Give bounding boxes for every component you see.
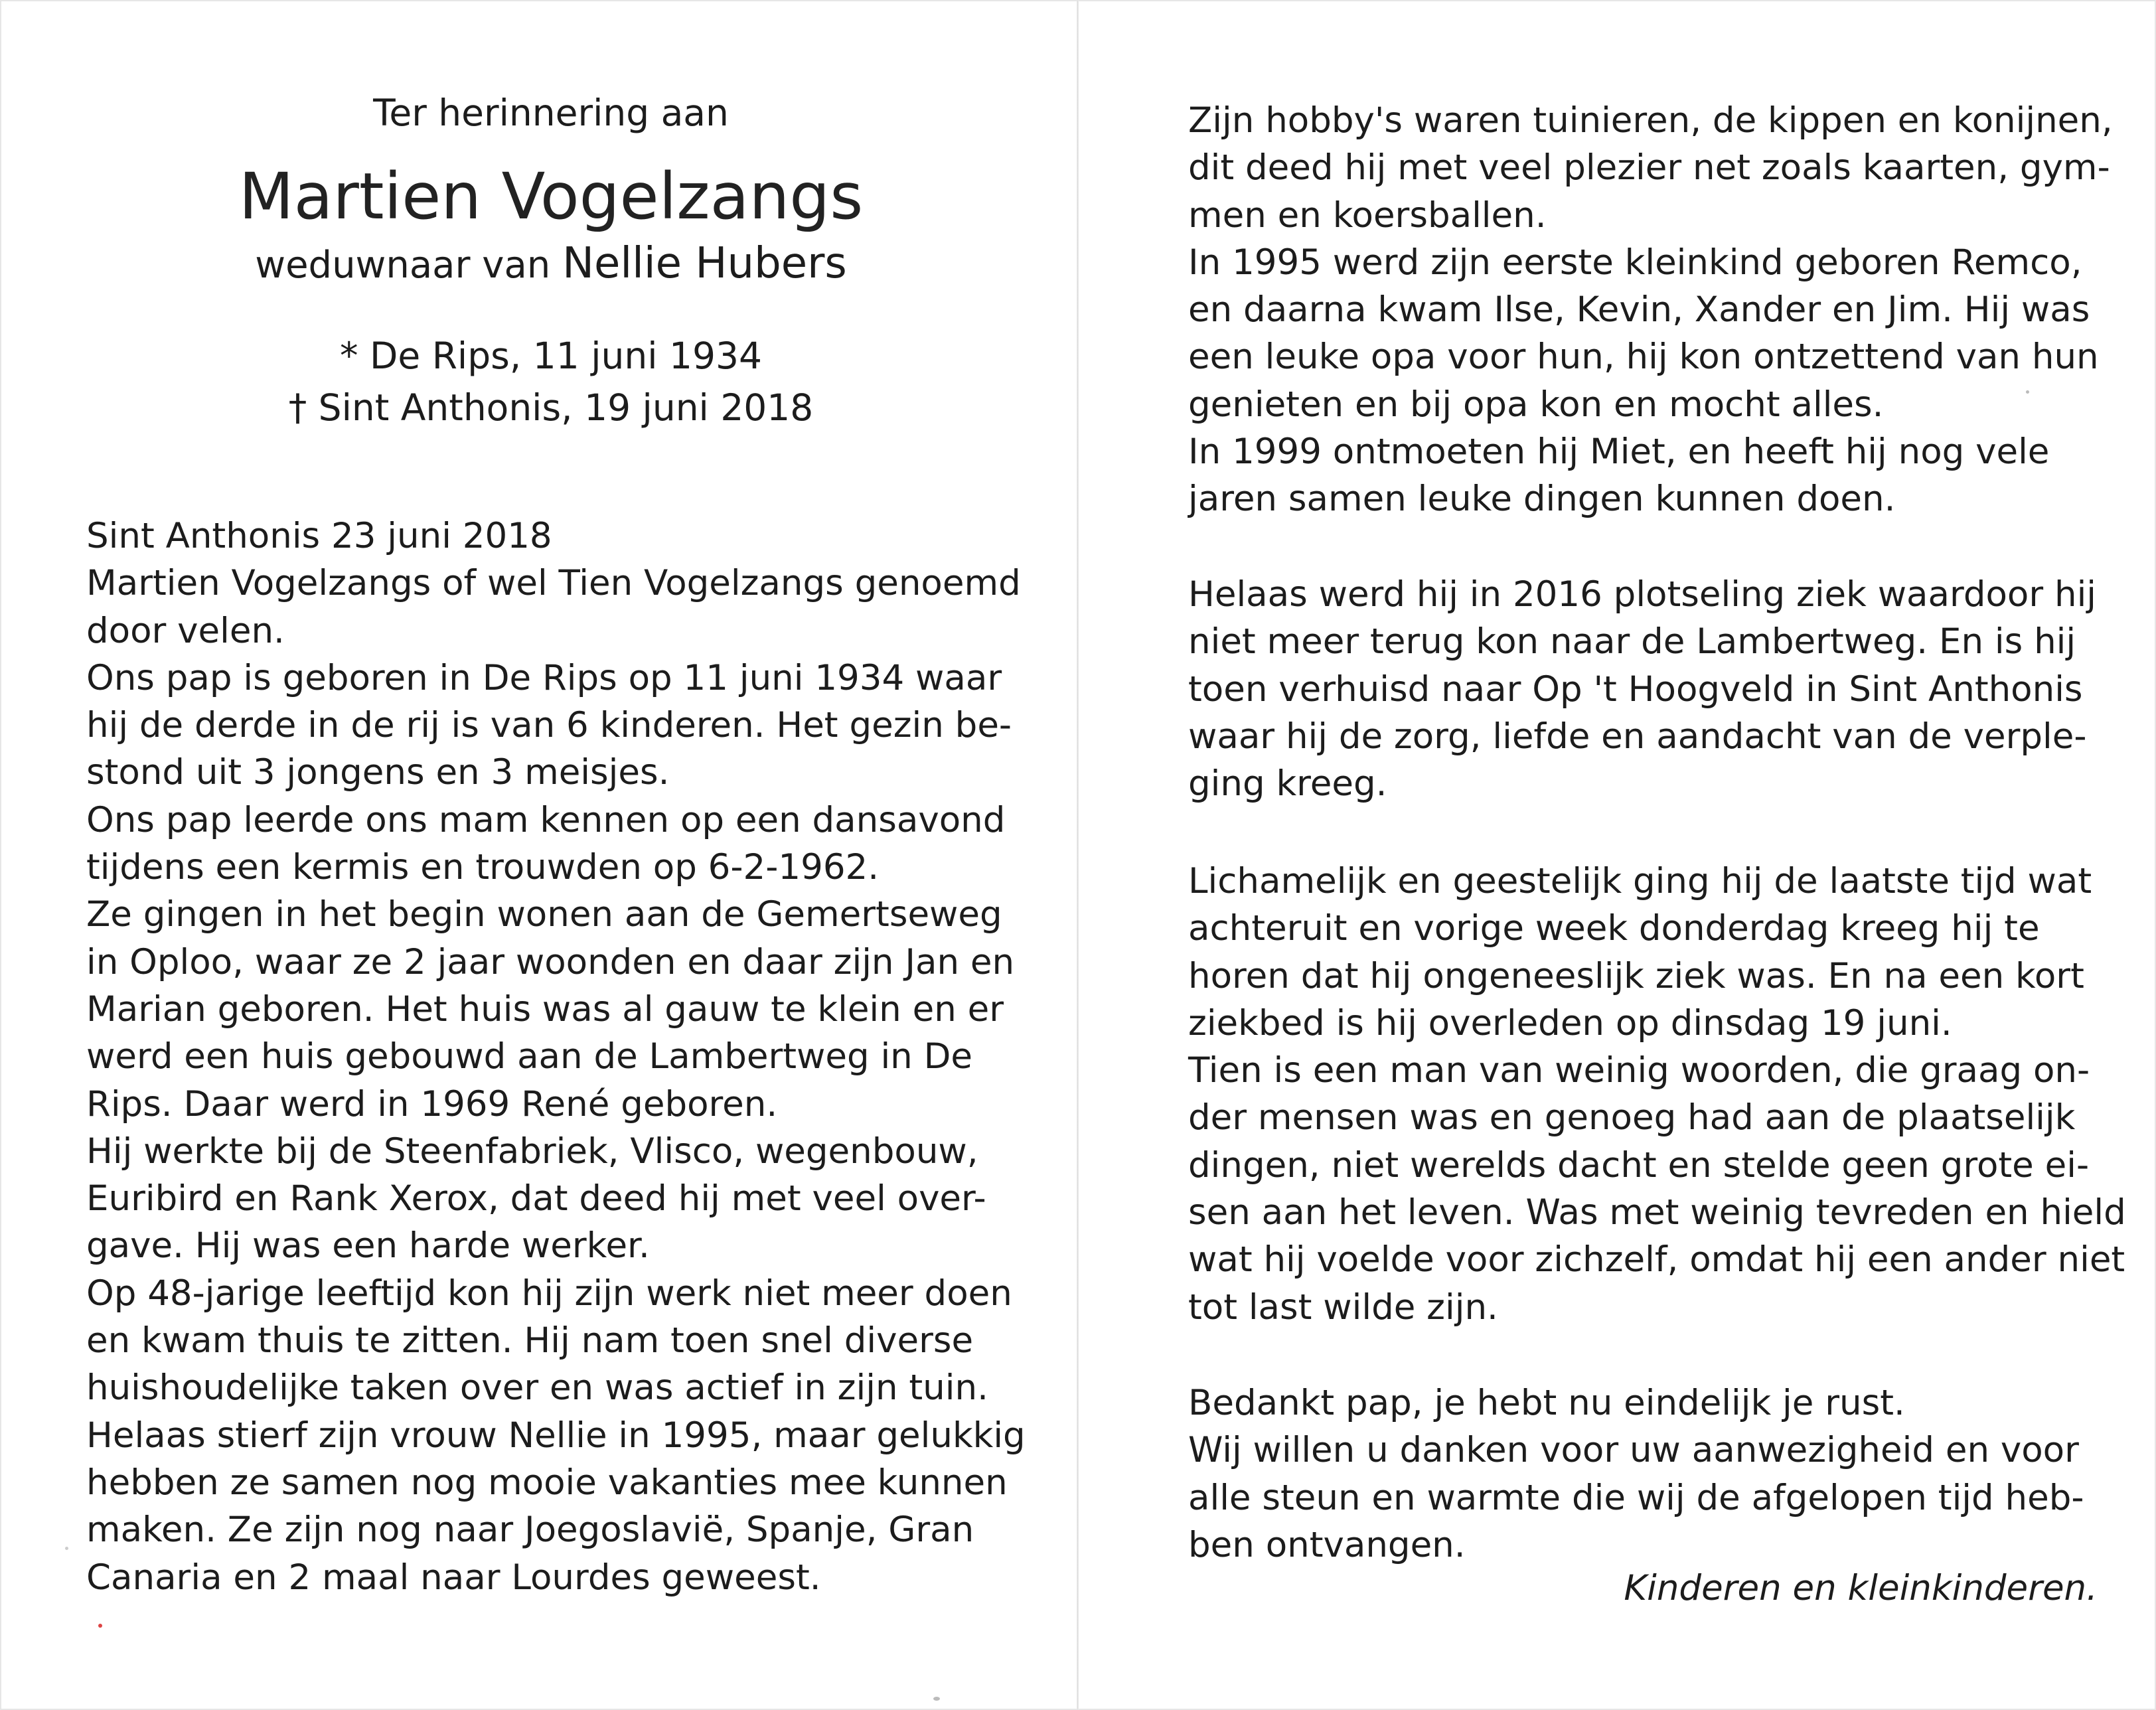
text-line: genieten en bij opa kon en mocht alles.	[1188, 384, 1884, 425]
text-line: waar hij de zorg, liefde en aandacht van de verple-	[1188, 716, 2087, 757]
text-line: Hij werkte bij de Steenfabriek, Vlisco, wegenbouw,	[86, 1130, 978, 1172]
gray-speck	[2026, 390, 2029, 394]
signature: Kinderen en kleinkinderen.	[1624, 1568, 2098, 1608]
text-line: Wij willen u danken voor uw aanwezigheid en voor	[1188, 1430, 2079, 1471]
text-line: niet meer terug kon naar de Lambertweg. En is hij	[1188, 621, 2076, 662]
text-line: Rips. Daar werd in 1969 René geboren.	[86, 1083, 778, 1125]
text-line: horen dat hij ongeneeslijk ziek was. En na een kort	[1188, 955, 2084, 996]
card-fold	[1077, 0, 1079, 1710]
text-line: sen aan het leven. Was met weinig tevreden en hield	[1188, 1192, 2126, 1233]
text-line: Lichamelijk en geestelijk ging hij de laatste tijd wat	[1188, 861, 2092, 901]
text-line: achteruit en vorige week donderdag kreeg hij te	[1188, 908, 2040, 949]
text-line: tot last wilde zijn.	[1188, 1286, 1498, 1328]
text-line: en daarna kwam Ilse, Kevin, Xander en Jim. Hij was	[1188, 289, 2090, 331]
text-line: in Oploo, waar ze 2 jaar woonden en daar zijn Jan en	[86, 941, 1015, 982]
gray-speck	[933, 1697, 940, 1701]
text-line: wat hij voelde voor zichzelf, omdat hij een ander niet	[1188, 1239, 2125, 1281]
text-line: der mensen was en genoeg had aan de plaatselijk	[1188, 1097, 2076, 1138]
hobbies-paragraph	[1188, 97, 2113, 523]
text-line: maken. Ze zijn nog naar Joegoslavië, Spanje, Gran	[86, 1510, 974, 1551]
left-body-text	[86, 512, 1026, 1601]
text-line: ging kreeg.	[1188, 763, 1387, 805]
final-days-paragraph	[1188, 858, 2126, 1331]
text-line: dit deed hij met veel plezier net zoals kaarten, gym-	[1188, 147, 2110, 189]
text-line: Euribird en Rank Xerox, dat deed hij met veel over-	[86, 1178, 986, 1219]
text-line: en kwam thuis te zitten. Hij nam toen snel diverse	[86, 1320, 974, 1361]
text-line: door velen.	[86, 610, 285, 651]
text-line: Helaas stierf zijn vrouw Nellie in 1995, maar gelukkig	[86, 1415, 1026, 1456]
text-line: Ze gingen in het begin wonen aan de Gemertseweg	[86, 894, 1002, 935]
text-line: een leuke opa voor hun, hij kon ontzettend van hun	[1188, 337, 2099, 378]
text-line: Canaria en 2 maal naar Lourdes geweest.	[86, 1557, 821, 1598]
birth-line: * De Rips, 11 juni 1934	[340, 335, 762, 377]
gray-speck	[65, 1547, 68, 1550]
text-line: tijdens een kermis en trouwden op 6-2-1962.	[86, 847, 880, 888]
widower-line	[86, 239, 1016, 288]
spouse-name: Nellie Hubers	[562, 239, 847, 288]
intro-text: Ter herinnering aan	[373, 92, 729, 134]
text-line: Ons pap is geboren in De Rips op 11 juni 1934 waar	[86, 657, 1002, 698]
text-line: Zijn hobby's waren tuinieren, de kippen en konijnen,	[1188, 100, 2113, 141]
text-line: In 1999 ontmoeten hij Miet, en heeft hij nog vele	[1188, 431, 2050, 473]
text-line: werd een huis gebouwd aan de Lambertweg in De	[86, 1036, 973, 1077]
death-line: † Sint Anthonis, 19 juni 2018	[288, 386, 814, 429]
text-line: hebben ze samen nog mooie vakanties mee kunnen	[86, 1462, 1008, 1503]
text-line: alle steun en warmte die wij de afgelopen tijd heb-	[1188, 1477, 2084, 1518]
text-line: Op 48-jarige leeftijd kon hij zijn werk niet meer doen	[86, 1273, 1012, 1314]
text-line: huishoudelijke taken over en was actief in zijn tuin.	[86, 1367, 988, 1409]
text-line: toen verhuisd naar Op 't Hoogveld in Sint Anthonis	[1188, 668, 2083, 710]
text-line: ben ontvangen.	[1188, 1524, 1466, 1565]
text-line: Tien is een man van weinig woorden, die graag on-	[1188, 1050, 2090, 1091]
text-line: men en koersballen.	[1188, 194, 1547, 236]
thanks-paragraph	[1188, 1379, 2084, 1569]
illness-paragraph	[1188, 571, 2096, 807]
text-line: Sint Anthonis 23 juni 2018	[86, 516, 552, 556]
text-line: stond uit 3 jongens en 3 meisjes.	[86, 752, 670, 793]
text-line: ziekbed is hij overleden op dinsdag 19 juni.	[1188, 1002, 1952, 1044]
text-line: Bedankt pap, je hebt nu eindelijk je rust.	[1188, 1383, 1905, 1423]
text-line: jaren samen leuke dingen kunnen doen.	[1188, 479, 1896, 520]
deceased-name: Martien Vogelzangs	[238, 159, 864, 234]
widower-prefix: weduwnaar van	[255, 244, 551, 287]
red-speck	[98, 1624, 102, 1628]
text-line: hij de derde in de rij is van 6 kinderen. Het gezin be-	[86, 705, 1012, 746]
text-line: Marian geboren. Het huis was al gauw te klein en er	[86, 988, 1004, 1030]
text-line: gave. Hij was een harde werker.	[86, 1225, 650, 1267]
text-line: dingen, niet werelds dacht en stelde geen grote ei-	[1188, 1144, 2090, 1186]
text-line: In 1995 werd zijn eerste kleinkind geboren Remco,	[1188, 242, 2082, 283]
text-line: Helaas werd hij in 2016 plotseling ziek waardoor hij	[1188, 574, 2097, 615]
text-line: Martien Vogelzangs of wel Tien Vogelzangs genoemd	[86, 563, 1021, 604]
text-line: Ons pap leerde ons mam kennen op een dansavond	[86, 799, 1006, 840]
